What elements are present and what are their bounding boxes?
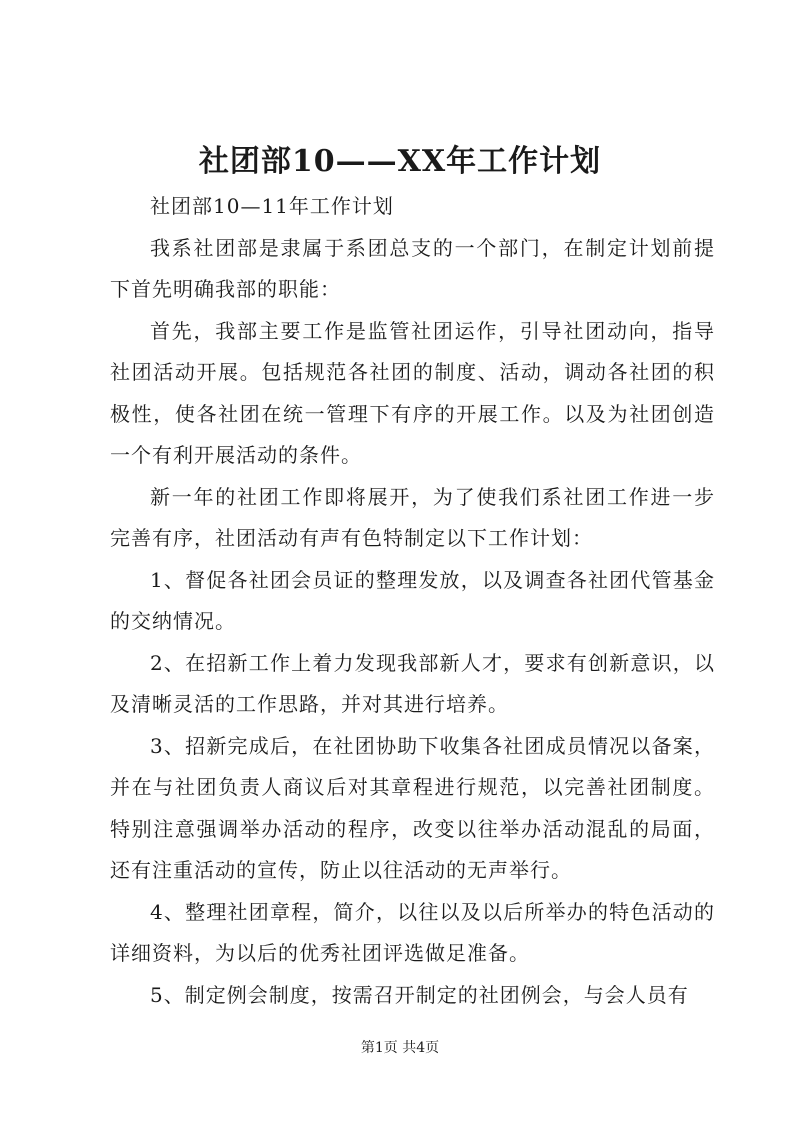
paragraph-item-5: 5、制定例会制度，按需召开制定的社团例会，与会人员有 (150, 982, 689, 1007)
page-footer: 第1页 共4页 (360, 1040, 440, 1056)
paragraph-item-2: 2、在招新工作上着力发现我部新人才，要求有创新意识，以及清晰灵活的工作思路，并对其进行培养。 (110, 650, 715, 716)
paragraph-duties: 首先，我部主要工作是监管社团运作，引导社团动向，指导社团活动开展。包括规范各社团的制度、活动，调动各社团的积极性，使各社团在统一管理下有序的开展工作。以及为社团创造一个有利开展活动的条件。 (110, 318, 715, 467)
paragraph-item-4: 4、整理社团章程，简介，以往以及以后所举办的特色活动的详细资料，为以后的优秀社团评选做足准备。 (110, 899, 715, 965)
paragraph-plan-intro: 新一年的社团工作即将展开，为了使我们系社团工作进一步完善有序，社团活动有声有色特制定以下工作计划： (110, 484, 715, 550)
paragraph-item-3: 3、招新完成后，在社团协助下收集各社团成员情况以备案，并在与社团负责人商议后对其章程进行规范，以完善社团制度。特别注意强调举办活动的程序，改变以往举办活动混乱的局面，还有注重活动的宣传，防止以往活动的无声举行。 (110, 733, 715, 882)
document-title: 社团部10——XX年工作计划 (198, 144, 602, 179)
paragraph-item-1: 1、督促各社团会员证的整理发放，以及调查各社团代管基金的交纳情况。 (110, 567, 715, 633)
document-body (110, 186, 715, 1016)
paragraph-intro: 我系社团部是隶属于系团总支的一个部门，在制定计划前提下首先明确我部的职能： (110, 235, 715, 301)
paragraph-subtitle: 社团部10—11年工作计划 (150, 194, 394, 218)
